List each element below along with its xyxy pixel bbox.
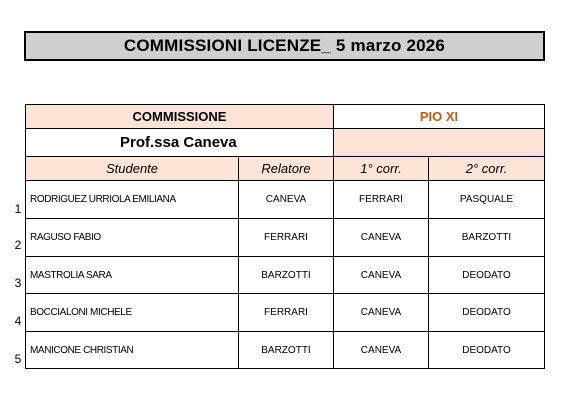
relatore-value: FERRARI [238, 293, 333, 331]
empty-header-cell [333, 128, 545, 156]
row-number: 4 [14, 314, 22, 328]
relatore-value: BARZOTTI [238, 331, 333, 369]
column-header-studente: Studente [25, 156, 238, 180]
student-name: RAGUSO FABIO [25, 218, 238, 256]
corr1-value: FERRARI [333, 180, 428, 218]
corr1-value: CANEVA [333, 331, 428, 369]
student-name: MANICONE CHRISTIAN [25, 331, 238, 369]
school-name: PIO XI [333, 104, 545, 128]
row-number: 1 [14, 202, 22, 216]
row-number: 3 [14, 276, 22, 290]
column-header-corr1: 1° corr. [333, 156, 428, 180]
commissione-label: COMMISSIONE [25, 104, 333, 128]
student-name: RODRIGUEZ URRIOLA EMILIANA [25, 180, 238, 218]
corr1-value: CANEVA [333, 218, 428, 256]
column-header-corr2: 2° corr. [428, 156, 545, 180]
document-title: COMMISSIONI LICENZE_ 5 marzo 2026 [24, 31, 545, 61]
column-header-relatore: Relatore [238, 156, 333, 180]
row-number: 2 [14, 238, 22, 252]
corr2-value: DEODATO [428, 331, 545, 369]
student-name: BOCCIALONI MICHELE [25, 293, 238, 331]
corr2-value: DEODATO [428, 256, 545, 293]
corr1-value: CANEVA [333, 293, 428, 331]
corr2-value: DEODATO [428, 293, 545, 331]
row-number: 5 [14, 352, 22, 366]
corr1-value: CANEVA [333, 256, 428, 293]
relatore-value: FERRARI [238, 218, 333, 256]
professor-name: Prof.ssa Caneva [25, 128, 333, 156]
relatore-value: BARZOTTI [238, 256, 333, 293]
corr2-value: BARZOTTI [428, 218, 545, 256]
corr2-value: PASQUALE [428, 180, 545, 218]
relatore-value: CANEVA [238, 180, 333, 218]
student-name: MASTROLIA SARA [25, 256, 238, 293]
